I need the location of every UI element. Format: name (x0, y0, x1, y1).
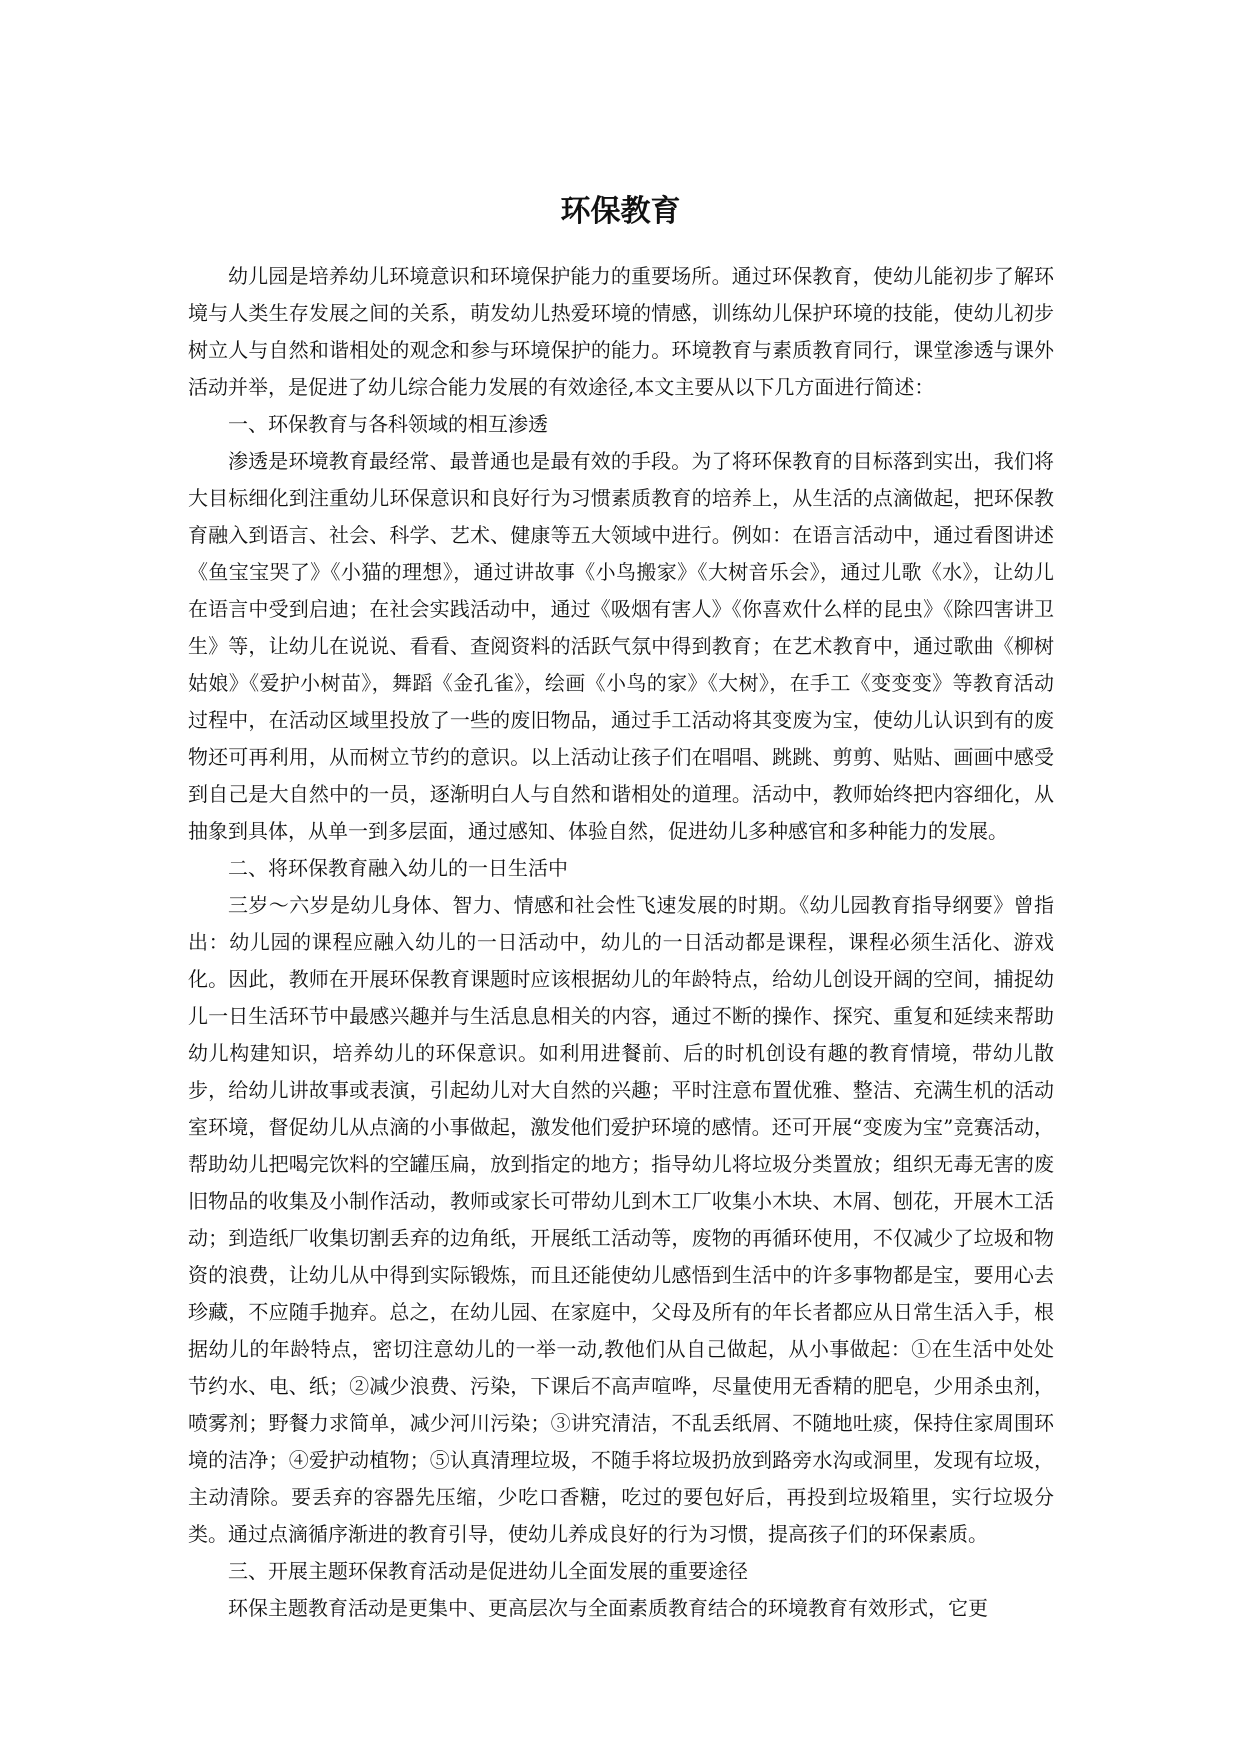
section-3-paragraph: 环保主题教育活动是更集中、更高层次与全面素质教育结合的环境教育有效形式，它更 (228, 1596, 988, 1620)
document-body (188, 258, 1054, 1627)
section-heading-1: 一、环保教育与各科领域的相互渗透 (228, 412, 548, 436)
page-title: 环保教育 (560, 194, 681, 229)
section-heading-2: 二、将环保教育融入幼儿的一日生活中 (228, 856, 568, 880)
section-2-paragraph: 三岁～六岁是幼儿身体、智力、情感和社会性飞速发展的时期。《幼儿园教育指导纲要》曾指出：幼儿园的课程应融入幼儿的一日活动中，幼儿的一日活动都是课程，课程必须生活化、游戏化。因此，教师在开展环保教育课题时应该根据幼儿的年龄特点，给幼儿创设开阔的空间，捕捉幼儿一日生活环节中最感兴趣并与生活息息相关的内容，通过不断的操作、探究、重复和延续来帮助幼儿构建知识，培养幼儿的环保意识。如利用进餐前、后的时机创设有趣的教育情境，带幼儿散步，给幼儿讲故事或表演，引起幼儿对大自然的兴趣；平时注意布置优雅、整洁、充满生机的活动室环境，督促幼儿从点滴的小事做起，激发他们爱护环境的感情。还可开展“变废为宝”竞赛活动，帮助幼儿把喝完饮料的空罐压扁，放到指定的地方；指导幼儿将垃圾分类置放；组织无毒无害的废旧物品的收集及小制作活动，教师或家长可带幼儿到木工厂收集小木块、木屑、刨花，开展木工活动；到造纸厂收集切割丢弃的边角纸，开展纸工活动等，废物的再循环使用，不仅减少了垃圾和物资的浪费，让幼儿从中得到实际锻炼，而且还能使幼儿感悟到生活中的许多事物都是宝，要用心去珍藏，不应随手抛弃。总之，在幼儿园、在家庭中，父母及所有的年长者都应从日常生活入手，根据幼儿的年龄特点，密切注意幼儿的一举一动,教他们从自己做起，从小事做起：①在生活中处处节约水、电、纸；②减少浪费、污染，下课后不高声喧哗，尽量使用无香精的肥皂，少用杀虫剂，喷雾剂；野餐力求简单，减少河川污染；③讲究清洁，不乱丢纸屑、不随地吐痰，保持住家周围环境的洁净；④爱护动植物；⑤认真清理垃圾，不随手将垃圾扔放到路旁水沟或洞里，发现有垃圾，主动清除。要丢弃的容器先压缩，少吃口香糖，吃过的要包好后，再投到垃圾箱里，实行垃圾分类。通过点滴循序渐进的教育引导，使幼儿养成良好的行为习惯，提高孩子们的环保素质。 (188, 893, 1054, 1546)
intro-paragraph: 幼儿园是培养幼儿环境意识和环境保护能力的重要场所。通过环保教育，使幼儿能初步了解环境与人类生存发展之间的关系，萌发幼儿热爱环境的情感，训练幼儿保护环境的技能，使幼儿初步树立人与自然和谐相处的观念和参与环境保护的能力。环境教育与素质教育同行，课堂渗透与课外活动并举，是促进了幼儿综合能力发展的有效途径,本文主要从以下几方面进行简述： (188, 264, 1054, 399)
section-heading-3: 三、开展主题环保教育活动是促进幼儿全面发展的重要途径 (228, 1559, 748, 1583)
section-1-paragraph: 渗透是环境教育最经常、最普通也是最有效的手段。为了将环保教育的目标落到实出，我们将大目标细化到注重幼儿环保意识和良好行为习惯素质教育的培养上，从生活的点滴做起，把环保教育融入到语言、社会、科学、艺术、健康等五大领域中进行。例如：在语言活动中，通过看图讲述《鱼宝宝哭了》《小猫的理想》，通过讲故事《小鸟搬家》《大树音乐会》，通过儿歌《水》，让幼儿在语言中受到启迪；在社会实践活动中，通过《吸烟有害人》《你喜欢什么样的昆虫》《除四害讲卫生》等，让幼儿在说说、看看、查阅资料的活跃气氛中得到教育；在艺术教育中，通过歌曲《柳树姑娘》《爱护小树苗》，舞蹈《金孔雀》，绘画《小鸟的家》《大树》，在手工《变变变》等教育活动过程中，在活动区域里投放了一些的废旧物品，通过手工活动将其变废为宝，使幼儿认识到有的废物还可再利用，从而树立节约的意识。以上活动让孩子们在唱唱、跳跳、剪剪、贴贴、画画中感受到自己是大自然中的一员，逐渐明白人与自然和谐相处的道理。活动中，教师始终把内容细化，从抽象到具体，从单一到多层面，通过感知、体验自然，促进幼儿多种感官和多种能力的发展。 (188, 449, 1054, 843)
